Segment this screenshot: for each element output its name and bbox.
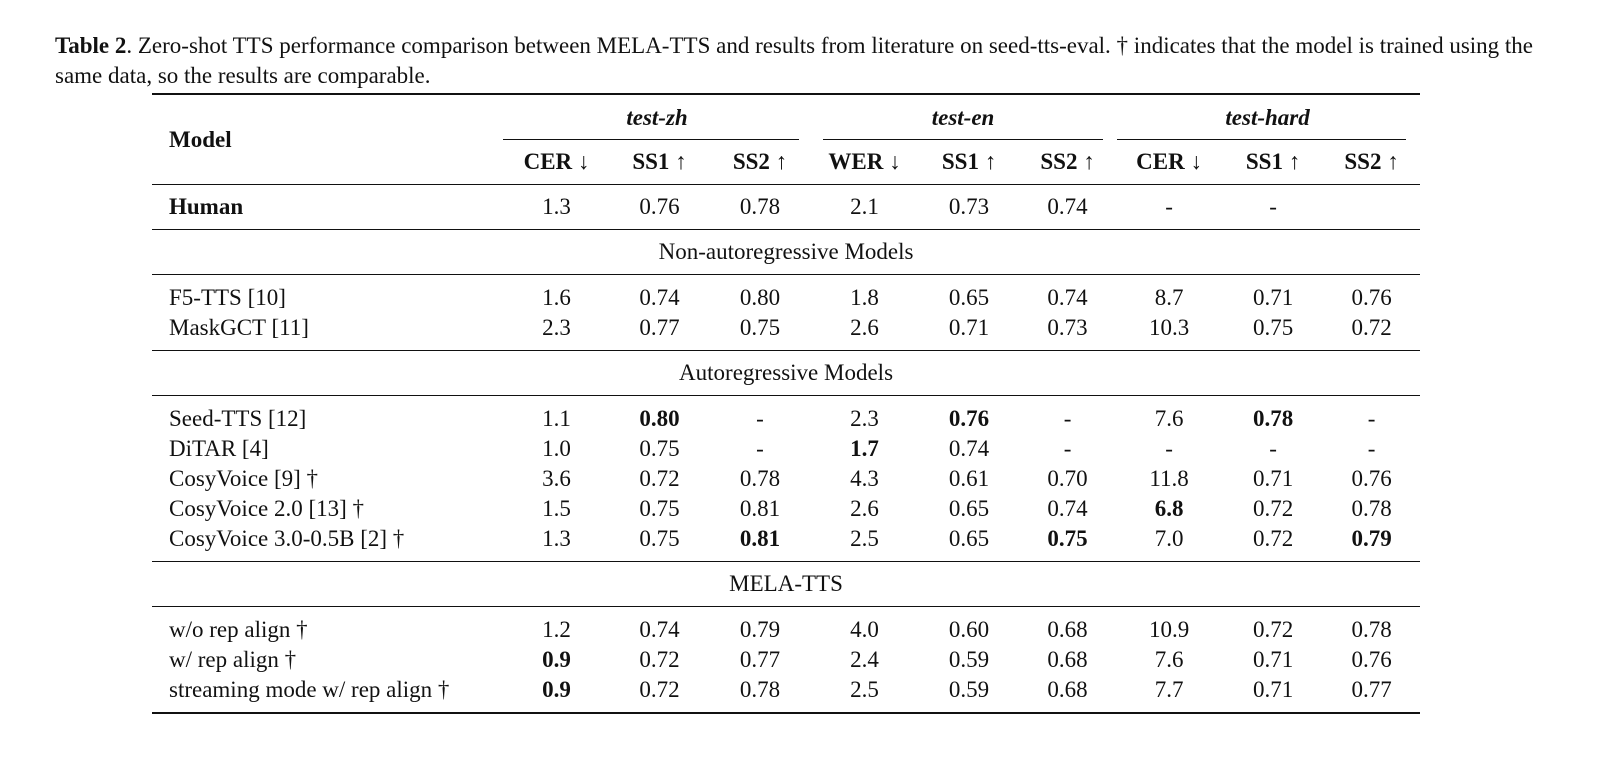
cell-test-zh-0: 3.6: [542, 466, 571, 491]
cell-test-hard-1: 0.71: [1223, 675, 1323, 713]
header-metric-2: SS2 ↑: [732, 149, 788, 174]
cell-test-hard-1: 0.71: [1252, 466, 1294, 491]
cell-test-zh-2: 0.78: [739, 466, 781, 491]
header-metric-6: CER ↓: [1136, 149, 1202, 174]
cell-test-zh-1: 0.77: [639, 315, 680, 340]
cell-test-zh-1: 0.72: [639, 647, 680, 672]
model-name: w/o rep align †: [152, 607, 503, 646]
cell-test-zh-1: 0.75: [639, 496, 680, 521]
cell-test-en-1: 0.65: [948, 526, 990, 551]
cell-test-hard-1: 0.75: [1252, 315, 1294, 340]
cell-test-en-0: 2.4: [850, 647, 879, 672]
cell-test-zh-0: 1.6: [503, 275, 610, 314]
cell-test-en-1: 0.65: [918, 275, 1020, 314]
cell-test-zh-2: -: [709, 396, 811, 435]
cell-test-hard-0: 7.6: [1154, 647, 1184, 672]
cell-test-hard-0: 11.8: [1149, 466, 1189, 491]
cell-test-hard-0: 6.8: [1154, 496, 1184, 521]
cell-test-hard-2: -: [1323, 396, 1420, 435]
header-metric-3: WER ↓: [828, 149, 901, 174]
cell-test-hard-1: 0.71: [1252, 647, 1294, 672]
cell-test-en-2: 0.74: [1047, 496, 1088, 521]
cell-test-hard-0: -: [1115, 185, 1223, 230]
model-name: CosyVoice 3.0-0.5B [2] †: [169, 526, 405, 551]
cell-test-en-0: 4.3: [850, 466, 879, 491]
cell-test-hard-1: 0.72: [1223, 607, 1323, 646]
cell-test-zh-0: 1.2: [503, 607, 610, 646]
model-name: Human: [152, 185, 503, 230]
caption-label: Table 2: [55, 33, 127, 58]
cell-test-en-1: 0.73: [918, 185, 1020, 230]
cell-test-en-0: 2.5: [811, 675, 918, 713]
cell-test-en-0: 2.1: [811, 185, 918, 230]
model-name: streaming mode w/ rep align †: [152, 675, 503, 713]
header-metric-4: SS1 ↑: [941, 149, 997, 174]
header-metric-1: SS1 ↑: [632, 149, 687, 174]
table-row: [152, 645, 1420, 675]
results-table: [152, 93, 1420, 714]
cell-test-zh-0: 1.0: [542, 436, 571, 461]
header-model: Model: [152, 94, 503, 185]
cell-test-en-1: 0.74: [948, 436, 990, 461]
cell-test-en-1: 0.60: [918, 607, 1020, 646]
header-group-row: [152, 94, 1420, 140]
cell-test-en-2: 0.73: [1047, 315, 1088, 340]
header-metric-7: SS1 ↑: [1245, 149, 1301, 174]
model-name: MaskGCT [11]: [169, 315, 309, 340]
cell-test-zh-1: 0.75: [639, 436, 680, 461]
cell-test-en-0: 1.7: [850, 436, 879, 461]
cell-test-zh-1: 0.72: [610, 675, 709, 713]
cell-test-en-1: 0.59: [918, 675, 1020, 713]
cell-test-zh-2: 0.78: [709, 185, 811, 230]
cell-test-en-2: 0.68: [1047, 647, 1088, 672]
cell-test-hard-2: 0.76: [1351, 647, 1392, 672]
cell-test-en-2: -: [1063, 436, 1072, 461]
cell-test-en-1: 0.71: [948, 315, 990, 340]
header-metric-5: SS2 ↑: [1040, 149, 1095, 174]
cell-test-en-0: 2.6: [850, 315, 879, 340]
table-row: [152, 434, 1420, 464]
model-name: CosyVoice [9] †: [169, 466, 319, 491]
model-name: CosyVoice 2.0 [13] †: [169, 496, 365, 521]
cell-test-en-1: 0.65: [948, 496, 990, 521]
cell-test-zh-2: 0.75: [739, 315, 781, 340]
cell-test-zh-2: 0.79: [709, 607, 811, 646]
cell-test-zh-0: 1.1: [503, 396, 610, 435]
table-caption: [55, 31, 1535, 91]
cell-test-en-1: 0.59: [948, 647, 990, 672]
cell-test-zh-1: 0.72: [639, 466, 680, 491]
cell-test-zh-0: 1.3: [503, 185, 610, 230]
cell-test-hard-0: 7.7: [1115, 675, 1223, 713]
table-row: [152, 524, 1420, 562]
cell-test-zh-2: 0.77: [739, 647, 781, 672]
cell-test-zh-2: 0.80: [709, 275, 811, 314]
cell-test-zh-2: -: [756, 436, 764, 461]
cell-test-en-2: 0.68: [1020, 607, 1115, 646]
cell-test-hard-0: 7.6: [1115, 396, 1223, 435]
cell-test-hard-1: -: [1269, 436, 1277, 461]
cell-test-zh-1: 0.80: [610, 396, 709, 435]
section-title: Non-autoregressive Models: [152, 230, 1420, 275]
cell-test-en-0: 2.6: [850, 496, 879, 521]
cell-test-zh-0: 2.3: [542, 315, 571, 340]
model-name: DiTAR [4]: [169, 436, 269, 461]
header-metric-0: CER ↓: [523, 149, 590, 174]
section-title: Autoregressive Models: [152, 351, 1420, 396]
cell-test-hard-0: 10.9: [1115, 607, 1223, 646]
model-name: w/ rep align †: [169, 647, 297, 672]
cell-test-en-2: 0.74: [1020, 275, 1115, 314]
table-row: [152, 313, 1420, 351]
cell-test-hard-2: [1323, 185, 1420, 230]
cell-test-hard-2: 0.72: [1351, 315, 1392, 340]
cell-test-zh-1: 0.76: [610, 185, 709, 230]
header-group-test-zh: test-zh: [503, 94, 811, 140]
cell-test-en-2: 0.75: [1047, 526, 1088, 551]
cell-test-en-2: 0.74: [1020, 185, 1115, 230]
header-group-test-hard: test-hard: [1115, 94, 1420, 140]
cell-test-zh-2: 0.81: [739, 526, 781, 551]
cell-test-zh-1: 0.74: [610, 275, 709, 314]
cell-test-en-2: 0.70: [1047, 466, 1088, 491]
table-row: [152, 494, 1420, 524]
section-title: MELA-TTS: [152, 562, 1420, 607]
caption-text: . Zero-shot TTS performance comparison between MELA-TTS and results from literature on seed-tts-eval. † indicates that the model is trained using the same data, so the results are comparable.: [55, 33, 1534, 88]
table-row: [152, 275, 1420, 314]
header-metric-8: SS2 ↑: [1344, 149, 1399, 174]
cell-test-zh-0: 1.5: [542, 496, 571, 521]
cell-test-zh-1: 0.75: [639, 526, 680, 551]
table-row: [152, 396, 1420, 435]
table-row: [152, 185, 1420, 230]
cell-test-hard-2: 0.77: [1323, 675, 1420, 713]
cell-test-hard-0: 7.0: [1154, 526, 1184, 551]
cell-test-en-0: 4.0: [811, 607, 918, 646]
cell-test-en-1: 0.76: [918, 396, 1020, 435]
table-row: [152, 675, 1420, 713]
cell-test-en-0: 2.5: [850, 526, 879, 551]
cell-test-zh-0: 0.9: [503, 675, 610, 713]
cell-test-hard-1: 0.78: [1223, 396, 1323, 435]
section-header-row: [152, 351, 1420, 396]
cell-test-en-0: 2.3: [811, 396, 918, 435]
cell-test-hard-2: 0.78: [1351, 496, 1392, 521]
model-name: F5-TTS [10]: [152, 275, 503, 314]
cell-test-hard-0: 10.3: [1148, 315, 1190, 340]
cell-test-hard-2: 0.76: [1323, 275, 1420, 314]
cell-test-hard-2: 0.76: [1351, 466, 1392, 491]
cell-test-hard-0: -: [1165, 436, 1173, 461]
cell-test-hard-1: 0.72: [1252, 496, 1294, 521]
cell-test-en-0: 1.8: [811, 275, 918, 314]
cell-test-hard-2: -: [1367, 436, 1376, 461]
cell-test-hard-0: 8.7: [1115, 275, 1223, 314]
cell-test-en-2: 0.68: [1020, 675, 1115, 713]
cell-test-hard-2: 0.79: [1351, 526, 1392, 551]
cell-test-zh-1: 0.74: [610, 607, 709, 646]
header-group-test-en: test-en: [811, 94, 1115, 140]
table-row: [152, 607, 1420, 646]
cell-test-zh-0: 0.9: [542, 647, 571, 672]
cell-test-zh-2: 0.81: [739, 496, 781, 521]
cell-test-hard-1: -: [1223, 185, 1323, 230]
cell-test-en-1: 0.61: [948, 466, 990, 491]
cell-test-hard-1: 0.72: [1252, 526, 1294, 551]
cell-test-hard-1: 0.71: [1223, 275, 1323, 314]
section-header-row: [152, 562, 1420, 607]
cell-test-zh-2: 0.78: [709, 675, 811, 713]
cell-test-en-2: -: [1020, 396, 1115, 435]
model-name: Seed-TTS [12]: [152, 396, 503, 435]
cell-test-hard-2: 0.78: [1323, 607, 1420, 646]
cell-test-zh-0: 1.3: [542, 526, 571, 551]
table-row: [152, 464, 1420, 494]
section-header-row: [152, 230, 1420, 275]
